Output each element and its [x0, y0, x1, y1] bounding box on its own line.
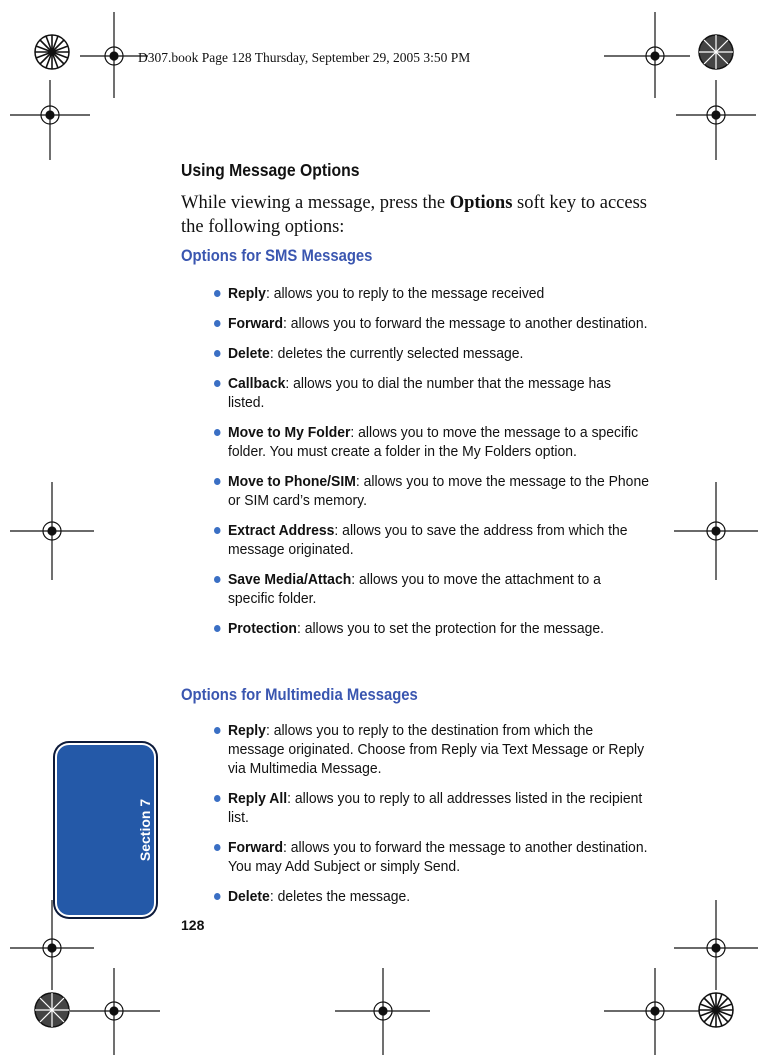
- option-term: Callback: [227, 375, 286, 392]
- option-desc: : allows you to reply to all addresses listed in the recipient list.: [227, 790, 643, 826]
- option-term: Move to Phone/SIM: [227, 473, 356, 490]
- sms-options-heading: Options for SMS Messages: [181, 247, 373, 265]
- page-number: 128: [181, 917, 205, 933]
- registration-crosshair-icon: [10, 482, 94, 580]
- option-desc: : allows you to reply to the destination from which the message originated. Choose from Reply via Text Message or Reply via Multimedia Message.: [227, 722, 645, 777]
- registration-crosshair-icon: [10, 80, 90, 160]
- option-desc: : deletes the currently selected message.: [269, 345, 524, 362]
- option-term: Delete: [227, 345, 270, 362]
- option-term: Save Media/Attach: [227, 571, 352, 588]
- registration-crosshair-icon: [674, 900, 758, 990]
- page-title: Using Message Options: [181, 160, 360, 180]
- starburst-target-icon: [35, 35, 69, 69]
- option-desc: : allows you to set the protection for the message.: [296, 620, 605, 637]
- option-desc: : allows you to move the attachment to a specific folder.: [227, 571, 601, 607]
- starburst-target-icon: [699, 993, 733, 1027]
- option-term: Delete: [227, 888, 270, 905]
- registration-crosshair-icon: [604, 968, 700, 1055]
- option-desc: : allows you to dial the number that the message has listed.: [227, 375, 612, 411]
- option-term: Extract Address: [227, 522, 335, 539]
- option-term: Move to My Folder: [227, 424, 351, 441]
- registration-crosshair-icon: [676, 80, 756, 160]
- mms-options-heading: Options for Multimedia Messages: [181, 686, 418, 704]
- starburst-target-icon: [35, 993, 69, 1027]
- print-header-line: D307.book Page 128 Thursday, September 29, 2005 3:50 PM: [138, 50, 471, 65]
- section-tab-label: Section 7: [137, 798, 153, 862]
- intro-text-after: soft key to access the following options:: [181, 193, 648, 237]
- option-desc: : allows you to forward the message to another destination.: [282, 315, 648, 332]
- option-term: Reply All: [227, 790, 288, 807]
- option-desc: : deletes the message.: [269, 888, 411, 905]
- option-desc: : allows you to reply to the message received: [265, 285, 545, 302]
- option-desc: : allows you to move the message to the Phone or SIM card’s memory.: [227, 473, 649, 509]
- registration-crosshair-icon: [335, 968, 430, 1055]
- registration-crosshair-icon: [80, 12, 148, 98]
- option-term: Forward: [227, 839, 283, 856]
- option-term: Reply: [227, 285, 266, 302]
- option-term: Protection: [227, 620, 297, 637]
- option-term: Forward: [227, 315, 283, 332]
- option-desc: : allows you to move the message to a specific folder. You must create a folder in the My Folders option.: [227, 424, 639, 460]
- option-desc: : allows you to forward the message to another destination. You may Add Subject or simply Send.: [227, 839, 648, 875]
- registration-crosshair-icon: [604, 12, 690, 98]
- intro-text-before: While viewing a message, press the: [181, 193, 450, 213]
- intro-options-key: Options: [449, 193, 513, 213]
- registration-crosshair-icon: [70, 968, 160, 1055]
- option-desc: : allows you to save the address from which the message originated.: [227, 522, 628, 558]
- starburst-target-icon: [699, 35, 733, 69]
- registration-crosshair-icon: [674, 482, 758, 580]
- option-term: Reply: [227, 722, 266, 739]
- registration-crosshair-icon: [10, 900, 94, 990]
